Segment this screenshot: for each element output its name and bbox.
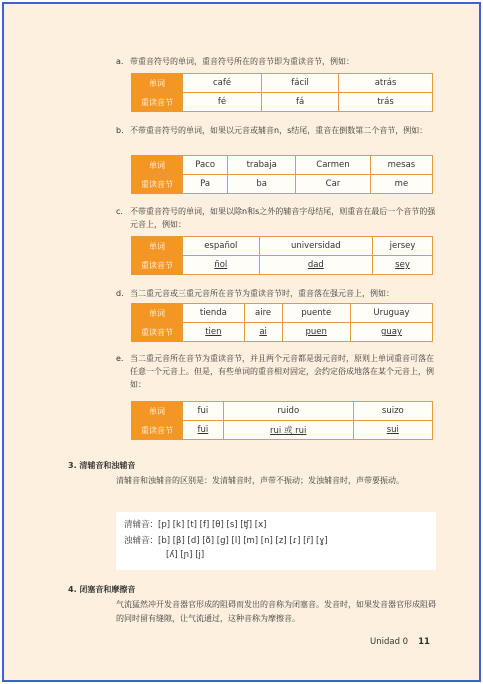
row-header: 重读音节	[132, 421, 183, 440]
table-cell: Car	[296, 175, 371, 194]
table-cell: rui 或 rui	[223, 421, 353, 440]
rule-label: b.	[116, 126, 124, 135]
table-cell: dad	[259, 256, 372, 275]
table-row	[132, 156, 433, 175]
consonant-box	[116, 512, 436, 570]
table-row	[132, 175, 433, 194]
unit-label: Unidad 0	[370, 637, 409, 647]
table-cell: puente	[282, 304, 350, 323]
table-cell: ñol	[183, 256, 260, 275]
table-cell: ruido	[223, 402, 353, 421]
row-header: 重读音节	[132, 323, 183, 342]
rule-text: 不带重音符号的单词，如果以除n和s之外的辅音字母结尾，则重音在最后一个音节的强元音上，例如：	[130, 207, 436, 229]
page-footer	[370, 637, 430, 647]
row-header: 重读音节	[132, 175, 183, 194]
table-row	[132, 421, 433, 440]
table-cell: fácil	[262, 74, 339, 93]
voiceless-list: [p] [k] [t] [f] [θ] [s] [ʧ] [x]	[158, 520, 267, 530]
example-table-d	[131, 303, 433, 342]
table-cell: tienda	[183, 304, 245, 323]
voiced-line	[124, 534, 328, 546]
rule-label: d.	[116, 289, 124, 298]
row-header: 单词	[132, 74, 183, 93]
rule-label: a.	[116, 57, 124, 66]
table-row	[132, 93, 433, 112]
table-cell: trabaja	[228, 156, 296, 175]
voiced-list: [b] [β] [d] [ð] [g] [l] [m] [n] [z] [ɾ] [r̄] [ɣ]	[158, 536, 328, 546]
table-cell: puen	[282, 323, 350, 342]
example-table-c	[131, 236, 433, 275]
section-3-title: 3. 清辅音和浊辅音	[68, 461, 136, 470]
rule-label: e.	[116, 354, 124, 363]
voiceless-label: 清辅音：	[124, 520, 159, 530]
table-cell: atrás	[339, 74, 433, 93]
rule-text: 当二重元音或三重元音所在音节为重读音节时，重音落在强元音上，例如：	[130, 289, 394, 298]
table-cell: español	[183, 237, 260, 256]
table-row	[132, 237, 433, 256]
table-cell: suizo	[353, 402, 432, 421]
row-header: 重读音节	[132, 93, 183, 112]
table-cell: fé	[183, 93, 262, 112]
table-row	[132, 256, 433, 275]
table-cell: Carmen	[296, 156, 371, 175]
rule-text: 当二重元音所在音节为重读音节，并且两个元音都是弱元音时，原则上单词重音可落在任意一个元音上。但是，有些单词的重音相对固定，会约定俗成地落在某个元音上，例如：	[130, 354, 434, 389]
row-header: 单词	[132, 156, 183, 175]
section-4-title: 4. 闭塞音和摩擦音	[68, 585, 136, 594]
table-cell: jersey	[373, 237, 433, 256]
section-4-text: 气流猛然冲开发音器官形成的阻碍而发出的音称为闭塞音。发音时，如果发音器官形成阻碍的同时留有缝隙，让气流通过，这种音称为摩擦音。	[116, 600, 436, 623]
rule-text: 带重音符号的单词，重音符号所在的音节即为重读音节，例如：	[130, 57, 354, 66]
table-cell: ai	[244, 323, 282, 342]
table-cell: guay	[350, 323, 432, 342]
rule-text: 不带重音符号的单词，如果以元音或辅音n，s结尾，重音在倒数第二个音节，例如：	[130, 126, 428, 135]
rule-label: c.	[116, 207, 123, 216]
row-header: 单词	[132, 304, 183, 323]
example-table-a	[131, 73, 433, 112]
example-table-b	[131, 155, 433, 194]
page-number: 11	[418, 637, 430, 647]
table-cell: aire	[244, 304, 282, 323]
table-cell: fui	[183, 402, 224, 421]
table-cell: mesas	[370, 156, 432, 175]
row-header: 单词	[132, 237, 183, 256]
table-cell: sui	[353, 421, 432, 440]
table-cell: trás	[339, 93, 433, 112]
table-cell: me	[370, 175, 432, 194]
table-cell: sey	[373, 256, 433, 275]
voiced-label: 浊辅音：	[124, 536, 159, 546]
table-row	[132, 304, 433, 323]
voiceless-line	[124, 518, 266, 530]
table-cell: tien	[183, 323, 245, 342]
row-header: 单词	[132, 402, 183, 421]
table-cell: fui	[183, 421, 224, 440]
table-cell: Pa	[183, 175, 228, 194]
row-header: 重读音节	[132, 256, 183, 275]
table-row	[132, 323, 433, 342]
section-3-text: 清辅音和浊辅音的区别是：发清辅音时，声带不振动；发浊辅音时，声带要振动。	[116, 476, 404, 485]
table-row	[132, 402, 433, 421]
table-cell: fá	[262, 93, 339, 112]
example-table-e	[131, 401, 433, 440]
table-row	[132, 74, 433, 93]
table-cell: universidad	[259, 237, 372, 256]
table-cell: café	[183, 74, 262, 93]
table-cell: ba	[228, 175, 296, 194]
voiced-list-cont: [ʎ] [ɲ] [j]	[166, 550, 205, 560]
table-cell: Paco	[183, 156, 228, 175]
table-cell: Uruguay	[350, 304, 432, 323]
